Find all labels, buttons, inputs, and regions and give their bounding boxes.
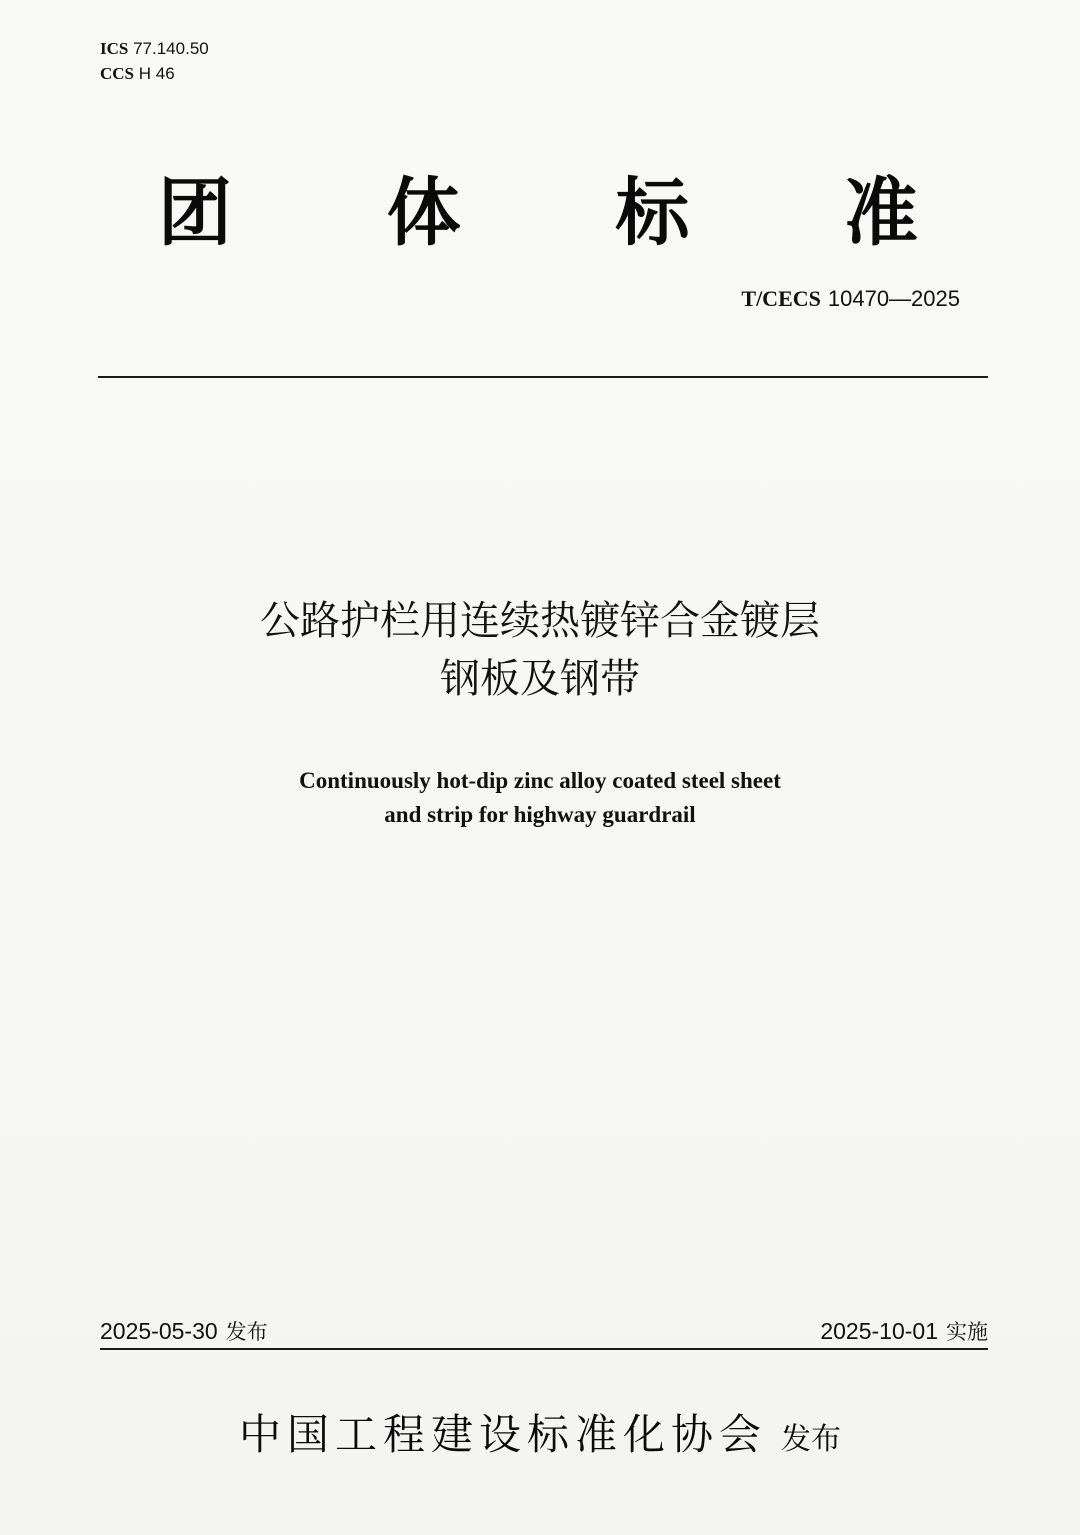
- english-title-line: Continuously hot-dip zinc alloy coated steel sheet: [299, 768, 781, 793]
- standard-type-heading: [158, 168, 918, 258]
- chinese-title-line: 公路护栏用连续热镀锌合金镀层: [260, 598, 820, 644]
- publisher-action: 发布: [781, 1422, 841, 1457]
- ics-value: 77.140.50: [133, 39, 209, 58]
- ccs-label: CCS: [100, 64, 135, 83]
- issue-date: [100, 1316, 268, 1347]
- standard-type-char: 体: [386, 170, 461, 256]
- english-title-line: and strip for highway guardrail: [384, 802, 696, 827]
- ics-label: ICS: [100, 39, 129, 58]
- issue-date-label: 发布: [225, 1320, 268, 1344]
- publisher-organization: 中国工程建设标准化协会: [238, 1410, 767, 1459]
- effective-date-label: 实施: [946, 1320, 988, 1344]
- ccs-code: [100, 61, 209, 86]
- standard-number: [741, 286, 960, 312]
- standard-number-value: 10470—2025: [827, 286, 960, 311]
- chinese-title: [0, 592, 1080, 708]
- issue-date-value: 2025-05-30: [100, 1318, 218, 1344]
- classification-codes: [100, 36, 209, 86]
- chinese-title-line: 钢板及钢带: [440, 656, 640, 702]
- english-title: [0, 764, 1080, 832]
- publisher: [0, 1402, 1080, 1462]
- standard-type-char: 准: [843, 170, 918, 256]
- standard-number-prefix: T/CECS: [741, 286, 821, 311]
- ics-code: [100, 36, 209, 61]
- top-divider: [98, 376, 988, 378]
- standard-type-char: 标: [615, 170, 690, 256]
- standard-type-char: 团: [158, 170, 232, 256]
- effective-date: [820, 1316, 988, 1347]
- bottom-divider: [100, 1348, 988, 1350]
- ccs-value: H 46: [138, 64, 175, 83]
- effective-date-value: 2025-10-01: [820, 1318, 938, 1344]
